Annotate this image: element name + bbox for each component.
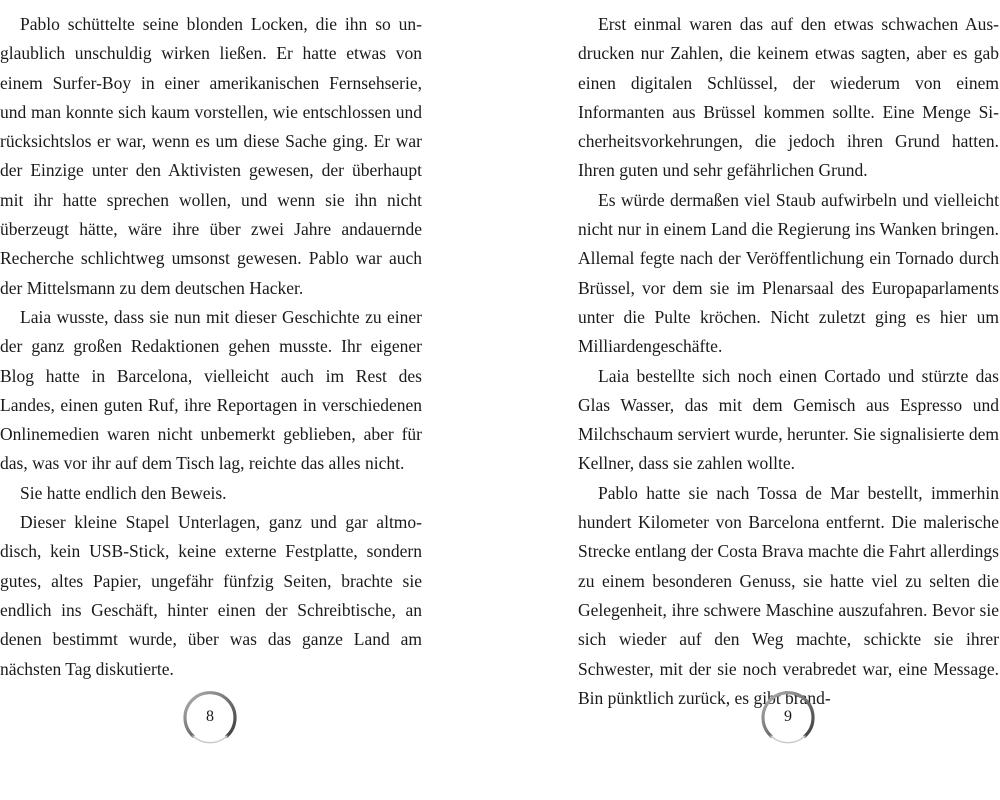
paragraph: Pablo hatte sie nach Tossa de Mar bestellt, immerhin hundert Kilometer von Barcelona entfernt. Die malerische Strecke entlang der Costa Brava machte die Fahrt allerdings zu einem besonderen Genuss, sie hatte viel zu selten die Gelegenheit, ihre schwere Maschine auszufahren. Bevor sie sich wieder auf den Weg machte, schickte sie ihrer Schwester, mit der sie noch verabredet war, eine Message. Bin pünktlich zurück, es gibt brand- (578, 482, 999, 708)
paragraph: Dieser kleine Stapel Unterlagen, ganz und gar altmodisch, kein USB-Stick, keine externe Festplatte, sondern gutes, altes Papier, ungefähr fünfzig Seiten, brachte sie endlich ins Geschäft, hinter einen der Schreibtische, an denen bestimmt wurde, über was das ganze Land am nächsten Tag diskutierte. (0, 512, 422, 679)
page-number-badge (181, 688, 239, 746)
paragraph: Laia bestellte sich noch einen Cortado und stürzte das Glas Wasser, das mit dem Gemisch aus Espresso und Milchschaum serviert wurde, herunter. Sie signalisierte dem Kellner, dass sie zahlen wollte. (578, 365, 999, 474)
right-page (560, 0, 1000, 800)
page-number: 8 (206, 708, 214, 725)
left-page (0, 0, 440, 800)
page-number-badge (759, 688, 817, 746)
paragraph: Laia wusste, dass sie nun mit dieser Geschichte zu einer der ganz großen Redaktionen gehen musste. Ihr eigener Blog hatte in Barcelona, vielleicht auch im Rest des Landes, einen guten Ruf, ihre Reportagen in verschiedenen Onlinemedien waren nicht unbemerkt geblieben, aber für das, was vor ihr auf dem Tisch lag, reichte das alles nicht. (0, 306, 422, 474)
left-page-text (0, 10, 422, 684)
right-page-text (578, 10, 999, 713)
page-number: 9 (784, 708, 792, 725)
paragraph: Sie hatte endlich den Beweis. (20, 482, 227, 503)
paragraph: Erst einmal waren das auf den etwas schwachen Ausdrucken nur Zahlen, die keinem etwas sagten, aber es gab einen digitalen Schlüssel, der wiederum von einem Informanten aus Brüssel kommen sollte. Eine Menge Sicherheitsvorkehrungen, die jedoch ihren Grund hatten. Ihren guten und sehr gefährlichen Grund. (578, 14, 999, 181)
paragraph: Pablo schüttelte seine blonden Locken, die ihn so unglaublich unschuldig wirken ließen. Er hatte etwas von einem Surfer-Boy in einer amerikanischen Fernsehserie, und man konnte sich kaum vorstellen, wie entschlossen und rücksichtslos er war, wenn es um diese Sache ging. Er war der Einzige unter den Aktivisten gewesen, der überhaupt mit ihr hatte sprechen wollen, und wenn sie ihn nicht überzeugt hätte, wäre ihre über zwei Jahre andauernde Recherche schlichtweg umsonst gewesen. Pablo war auch der Mittelsmann zu dem deutschen Hacker. (0, 14, 422, 298)
paragraph: Es würde dermaßen viel Staub aufwirbeln und vielleicht nicht nur in einem Land die Regierung ins Wanken bringen. Allemal fegte nach der Veröffentlichung ein Tornado durch Brüssel, vor dem sie im Plenarsaal des Europaparlaments unter die Pulte kröchen. Nicht zuletzt ging es hier um Milliardengeschäfte. (578, 189, 999, 357)
